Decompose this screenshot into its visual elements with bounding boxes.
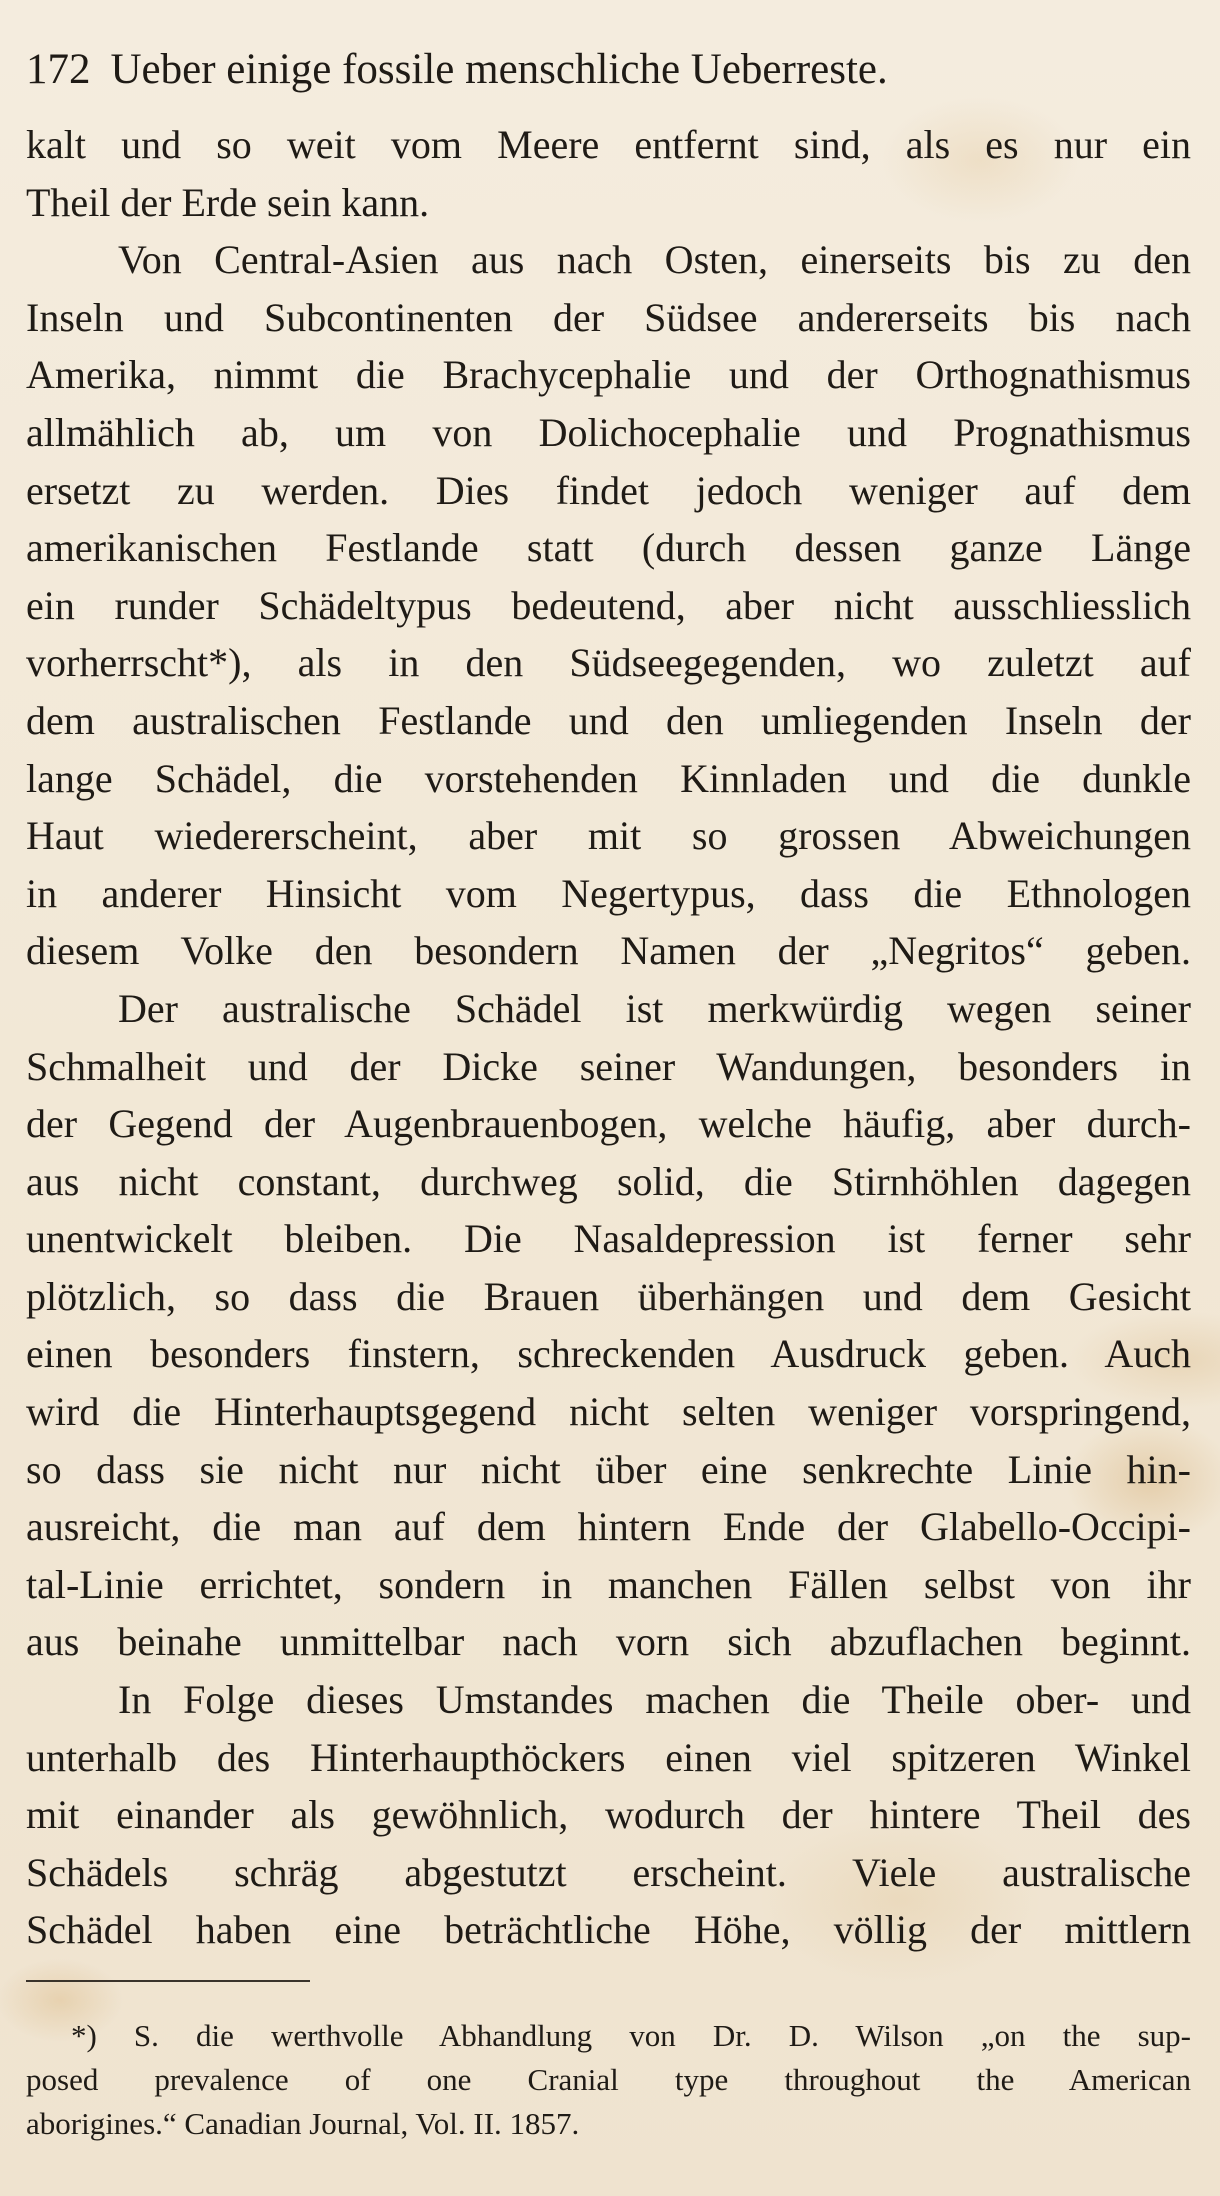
text-line: Von Central-Asien aus nach Osten, einerseits bis zu den bbox=[118, 237, 1191, 283]
text-line: ersetzt zu werden. Dies findet jedoch weniger auf dem bbox=[26, 467, 1191, 513]
main-text bbox=[26, 116, 1191, 1959]
text-line: mit einander als gewöhnlich, wodurch der hintere Theil des bbox=[26, 1792, 1191, 1838]
text-line: Theil der Erde sein kann. bbox=[26, 179, 430, 225]
text-line: Schmalheit und der Dicke seiner Wandungen, besonders in bbox=[26, 1043, 1191, 1089]
text-line: ausreicht, die man auf dem hintern Ende der Glabello-Occipi- bbox=[26, 1504, 1191, 1550]
text-line: Schädel haben eine beträchtliche Höhe, völlig der mittlern bbox=[26, 1907, 1191, 1953]
text-line: Der australische Schädel ist merkwürdig wegen seiner bbox=[118, 985, 1191, 1031]
text-line: amerikanischen Festlande statt (durch dessen ganze Länge bbox=[26, 525, 1191, 571]
text-line: In Folge dieses Umstandes machen die Theile ober- und bbox=[118, 1677, 1191, 1723]
text-line: allmählich ab, um von Dolichocephalie und Prognathismus bbox=[26, 409, 1191, 455]
text-line: ein runder Schädeltypus bedeutend, aber nicht ausschliesslich bbox=[26, 582, 1191, 628]
text-line: in anderer Hinsicht vom Negertypus, dass die Ethnologen bbox=[26, 870, 1191, 916]
footnote bbox=[26, 2014, 1191, 2146]
footnote-line: *) S. die werthvolle Abhandlung von Dr. D. Wilson „on the sup- bbox=[71, 2018, 1191, 2053]
running-header bbox=[26, 40, 1196, 100]
text-line: Amerika, nimmt die Brachycephalie und der Orthognathismus bbox=[26, 352, 1191, 398]
text-line: der Gegend der Augenbrauenbogen, welche häufig, aber durch- bbox=[26, 1101, 1191, 1147]
text-line: Inseln und Subcontinenten der Südsee andererseits bis nach bbox=[26, 294, 1191, 340]
footnote-line: aborigines.“ Canadian Journal, Vol. II. 1857. bbox=[26, 2106, 580, 2141]
text-line: dem australischen Festlande und den umliegenden Inseln der bbox=[26, 697, 1191, 743]
text-line: wird die Hinterhauptsgegend nicht selten weniger vorspringend, bbox=[26, 1389, 1191, 1435]
footnote-divider bbox=[26, 1980, 310, 1982]
text-line: lange Schädel, die vorstehenden Kinnladen und die dunkle bbox=[26, 755, 1191, 801]
text-line: plötzlich, so dass die Brauen überhängen und dem Gesicht bbox=[26, 1273, 1191, 1319]
text-line: tal-Linie errichtet, sondern in manchen Fällen selbst von ihr bbox=[26, 1561, 1191, 1607]
text-line: diesem Volke den besondern Namen der „Negritos“ geben. bbox=[26, 928, 1191, 974]
text-line: unterhalb des Hinterhaupthöckers einen viel spitzeren Winkel bbox=[26, 1734, 1191, 1780]
text-line: kalt und so weit vom Meere entfernt sind, als es nur ein bbox=[26, 122, 1191, 167]
running-title: Ueber einige fossile menschliche Ueberreste. bbox=[110, 46, 888, 93]
page-number: 172 bbox=[26, 46, 91, 93]
text-line: einen besonders finstern, schreckenden Ausdruck geben. Auch bbox=[26, 1331, 1191, 1377]
text-line: unentwickelt bleiben. Die Nasaldepression ist ferner sehr bbox=[26, 1216, 1191, 1262]
text-line: aus beinahe unmittelbar nach vorn sich abzuflachen beginnt. bbox=[26, 1619, 1191, 1665]
footnote-line: posed prevalence of one Cranial type throughout the American bbox=[26, 2062, 1191, 2097]
text-line: so dass sie nicht nur nicht über eine senkrechte Linie hin- bbox=[26, 1446, 1191, 1492]
text-line: aus nicht constant, durchweg solid, die Stirnhöhlen dagegen bbox=[26, 1158, 1191, 1204]
text-line: Haut wiedererscheint, aber mit so grossen Abweichungen bbox=[26, 813, 1191, 859]
text-line: Schädels schräg abgestutzt erscheint. Viele australische bbox=[26, 1849, 1191, 1895]
text-line: vorherrscht*), als in den Südseegegenden, wo zuletzt auf bbox=[26, 640, 1191, 686]
